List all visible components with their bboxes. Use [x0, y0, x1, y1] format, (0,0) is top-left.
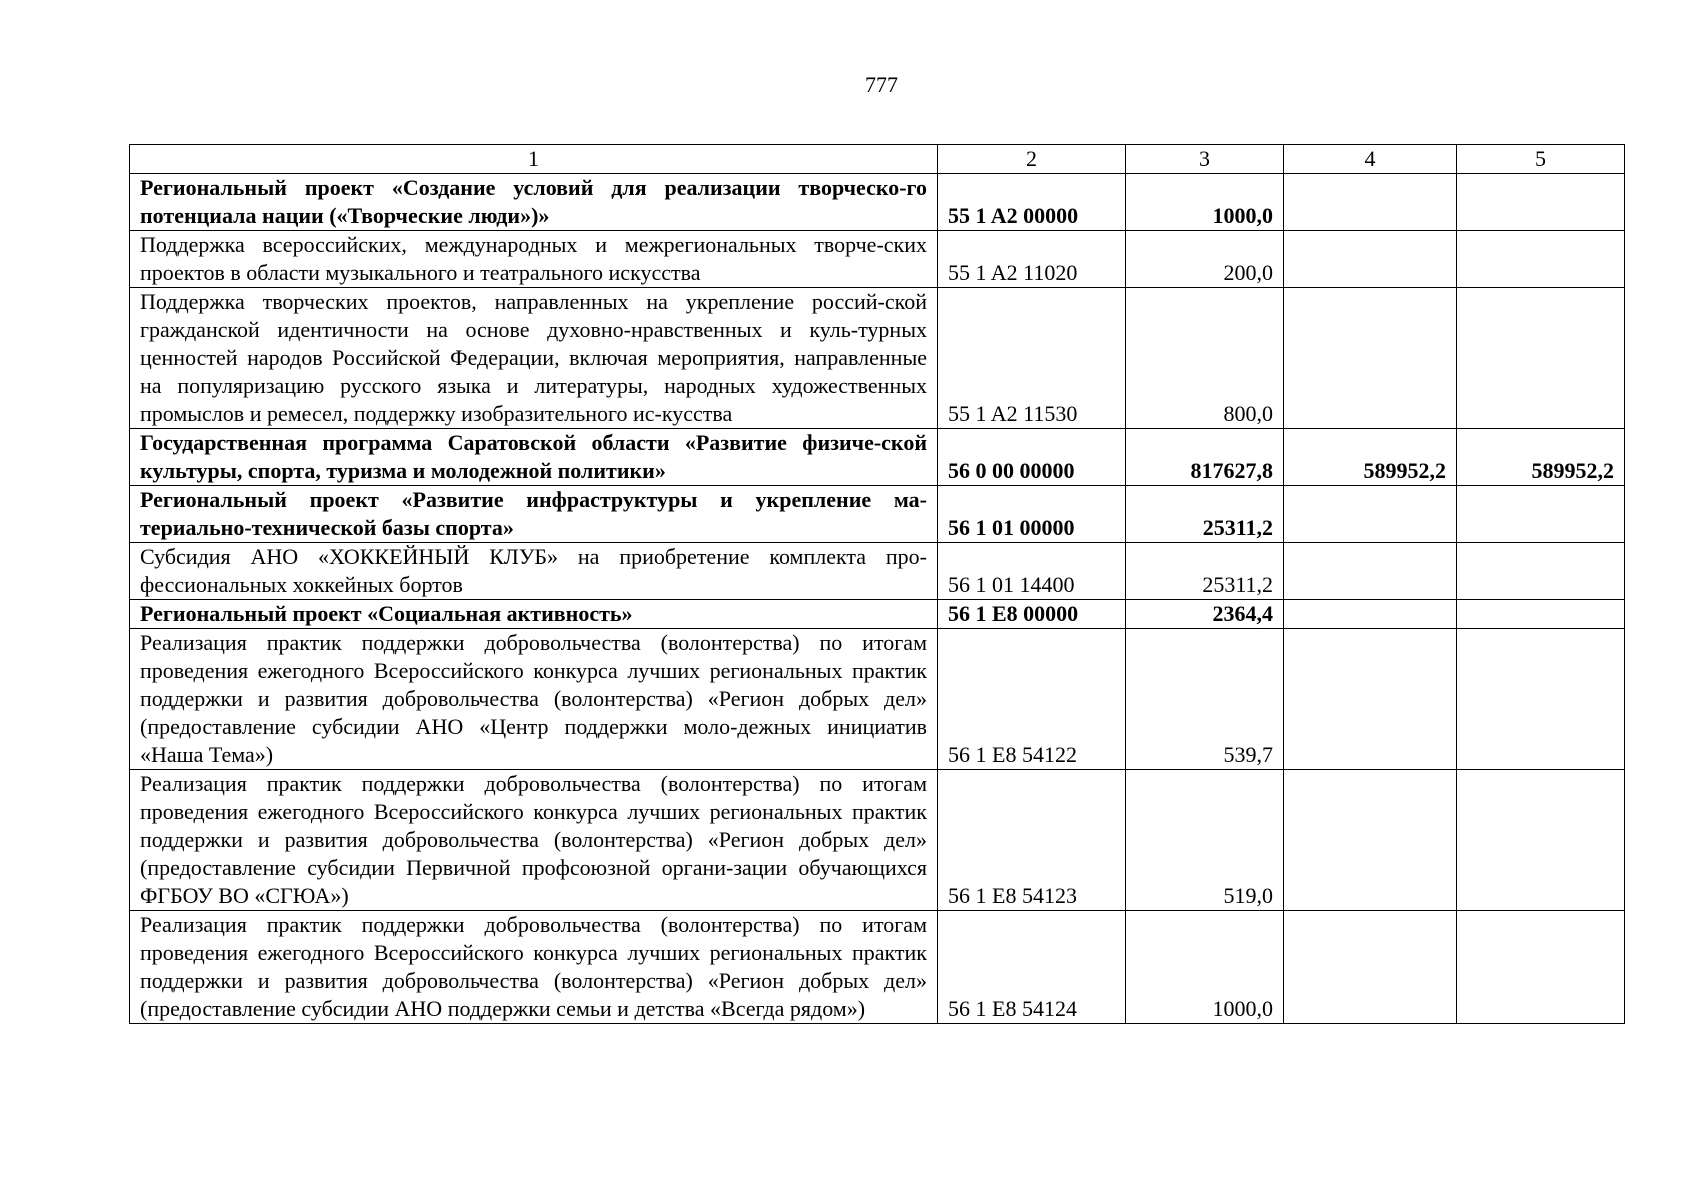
table-row: [130, 600, 1625, 629]
row-name-cell: Государственная программа Саратовской области «Развитие физиче-ской культуры, спорта, туризма и молодежной политики»: [130, 429, 938, 486]
row-code-cell: 56 1 E8 54123: [938, 770, 1126, 911]
table-row: [130, 543, 1625, 600]
header-col-2: 2: [938, 145, 1126, 174]
row-name-cell: Поддержка всероссийских, международных и межрегиональных творче-ских проектов в области музыкального и театрального искусства: [130, 231, 938, 288]
row-value-3-cell: 539,7: [1126, 629, 1284, 770]
row-value-5-cell: [1457, 174, 1625, 231]
row-value-4-cell: [1284, 231, 1457, 288]
row-code-cell: 55 1 A2 11530: [938, 288, 1126, 429]
table-row: [130, 770, 1625, 911]
header-col-1: 1: [130, 145, 938, 174]
row-code-cell: 55 1 A2 00000: [938, 174, 1126, 231]
row-code-cell: 56 1 01 00000: [938, 486, 1126, 543]
row-value-5-cell: [1457, 600, 1625, 629]
row-name-cell: Реализация практик поддержки добровольчества (волонтерства) по итогам проведения ежегодного Всероссийского конкурса лучших региональных практик поддержки и развития добровольчества (волонтерства) «Регион добрых дел» (предоставление субсидии Первичной профсоюзной органи-зации обучающихся ФГБОУ ВО «СГЮА»): [130, 770, 938, 911]
row-code-cell: 55 1 A2 11020: [938, 231, 1126, 288]
row-value-5-cell: [1457, 770, 1625, 911]
row-value-5-cell: [1457, 486, 1625, 543]
row-name-cell: Реализация практик поддержки добровольчества (волонтерства) по итогам проведения ежегодного Всероссийского конкурса лучших региональных практик поддержки и развития добровольчества (волонтерства) «Регион добрых дел» (предоставление субсидии АНО поддержки семьи и детства «Всегда рядом»): [130, 911, 938, 1024]
table-header-row: [130, 145, 1625, 174]
header-col-5: 5: [1457, 145, 1625, 174]
row-value-4-cell: [1284, 543, 1457, 600]
row-value-3-cell: 25311,2: [1126, 486, 1284, 543]
table-row: [130, 174, 1625, 231]
row-name-cell: Региональный проект «Создание условий для реализации творческо-го потенциала нации («Творческие люди»)»: [130, 174, 938, 231]
row-value-3-cell: 1000,0: [1126, 911, 1284, 1024]
row-value-5-cell: [1457, 288, 1625, 429]
row-code-cell: 56 1 01 14400: [938, 543, 1126, 600]
row-value-3-cell: 800,0: [1126, 288, 1284, 429]
row-value-3-cell: 1000,0: [1126, 174, 1284, 231]
row-value-4-cell: [1284, 288, 1457, 429]
row-value-4-cell: [1284, 770, 1457, 911]
row-code-cell: 56 1 E8 54124: [938, 911, 1126, 1024]
row-name-cell: Региональный проект «Социальная активность»: [130, 600, 938, 629]
row-name-cell: Региональный проект «Развитие инфраструктуры и укрепление ма-териально-технической базы спорта»: [130, 486, 938, 543]
table-row: [130, 486, 1625, 543]
row-value-4-cell: [1284, 486, 1457, 543]
row-value-3-cell: 200,0: [1126, 231, 1284, 288]
row-value-3-cell: 817627,8: [1126, 429, 1284, 486]
row-value-4-cell: 589952,2: [1284, 429, 1457, 486]
row-value-4-cell: [1284, 600, 1457, 629]
row-value-4-cell: [1284, 911, 1457, 1024]
row-value-5-cell: [1457, 231, 1625, 288]
row-name-cell: Реализация практик поддержки добровольчества (волонтерства) по итогам проведения ежегодного Всероссийского конкурса лучших региональных практик поддержки и развития добровольчества (волонтерства) «Регион добрых дел» (предоставление субсидии АНО «Центр поддержки моло-дежных инициатив «Наша Тема»): [130, 629, 938, 770]
header-col-3: 3: [1126, 145, 1284, 174]
row-value-5-cell: [1457, 911, 1625, 1024]
table-row: [130, 231, 1625, 288]
row-name-cell: Субсидия АНО «ХОККЕЙНЫЙ КЛУБ» на приобретение комплекта про-фессиональных хоккейных бортов: [130, 543, 938, 600]
row-code-cell: 56 1 E8 00000: [938, 600, 1126, 629]
row-value-4-cell: [1284, 174, 1457, 231]
row-value-3-cell: 25311,2: [1126, 543, 1284, 600]
budget-table: [129, 144, 1625, 1024]
row-code-cell: 56 0 00 00000: [938, 429, 1126, 486]
row-code-cell: 56 1 E8 54122: [938, 629, 1126, 770]
row-name-cell: Поддержка творческих проектов, направленных на укрепление россий-ской гражданской идентичности на основе духовно-нравственных и куль-турных ценностей народов Российской Федерации, включая мероприятия, направленные на популяризацию русского языка и литературы, народных художественных промыслов и ремесел, поддержку изобразительного ис-кусства: [130, 288, 938, 429]
row-value-3-cell: 519,0: [1126, 770, 1284, 911]
row-value-4-cell: [1284, 629, 1457, 770]
table-row: [130, 911, 1625, 1024]
table-row: [130, 629, 1625, 770]
row-value-5-cell: [1457, 629, 1625, 770]
table-row: [130, 288, 1625, 429]
row-value-5-cell: 589952,2: [1457, 429, 1625, 486]
page-number: 777: [865, 72, 898, 97]
row-value-5-cell: [1457, 543, 1625, 600]
header-col-4: 4: [1284, 145, 1457, 174]
table-row: [130, 429, 1625, 486]
row-value-3-cell: 2364,4: [1126, 600, 1284, 629]
